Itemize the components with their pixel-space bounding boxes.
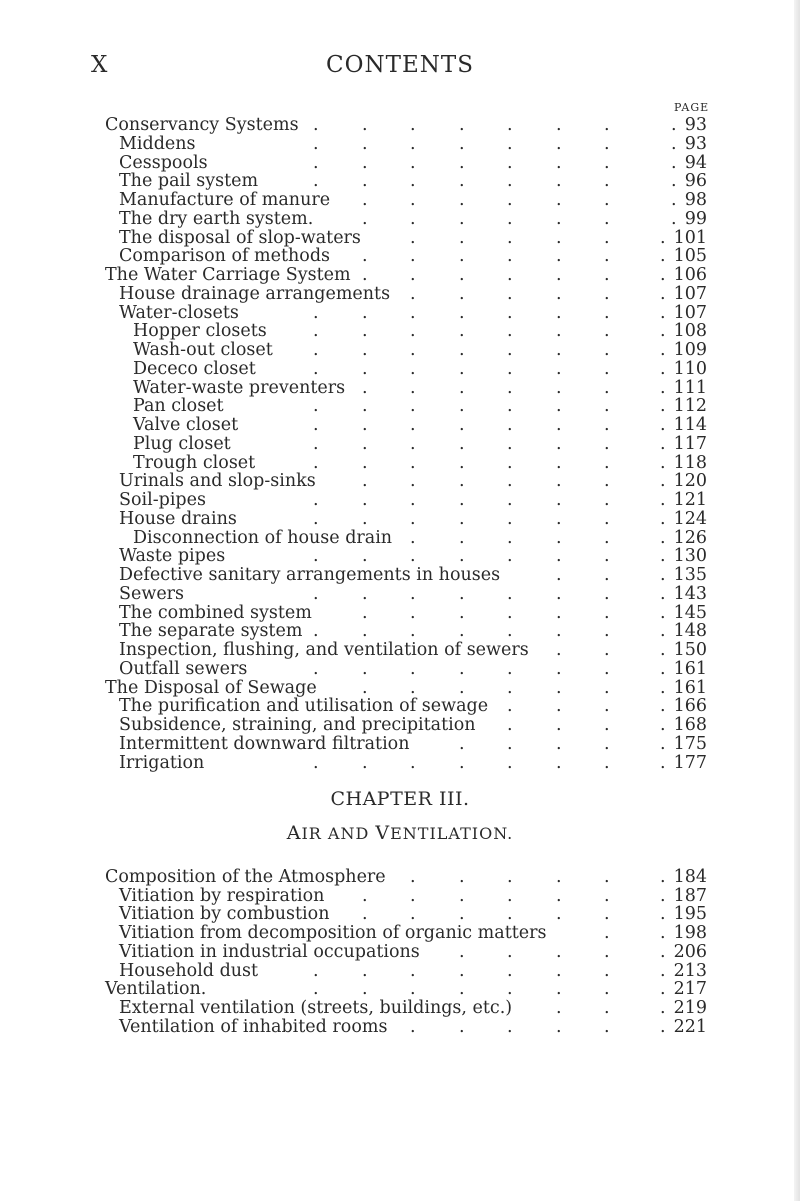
leader-dots: . . . . . . . . xyxy=(313,658,666,679)
toc-entry-title: Ventilation of inhabited rooms xyxy=(119,1016,388,1037)
toc-entry-title: Vitiation by combustion xyxy=(119,904,330,925)
toc-entry-page: 117 xyxy=(673,433,707,454)
toc-entry-title: Intermittent downward filtration xyxy=(119,733,410,754)
leader-dots: . . . . xyxy=(507,696,666,717)
toc-entry-page: 213 xyxy=(673,960,707,981)
leader-dots: . . . . . . . . xyxy=(313,396,666,417)
toc-entry-page: 166 xyxy=(673,696,707,717)
toc-entry-page: 217 xyxy=(673,979,707,1000)
toc-entry-title: Middens xyxy=(119,133,196,154)
leader-dots: . . . . . . xyxy=(410,1016,666,1037)
toc-entry-page: 106 xyxy=(673,265,707,285)
leader-dots: . . . . . . . xyxy=(362,377,666,398)
leader-dots: . . . . . . . xyxy=(362,208,677,229)
leader-dots: . . . . . . . . xyxy=(313,340,666,360)
toc-entry-title: Trough closet xyxy=(133,452,256,473)
toc-entry-title: House drains xyxy=(119,508,237,529)
leader-dots: . . . . . . . xyxy=(362,904,666,925)
toc-entry-page: 93 xyxy=(684,115,707,135)
toc-entry-title: Composition of the Atmosphere xyxy=(105,867,386,887)
toc-entry-title: Household dust xyxy=(119,960,259,981)
toc-entry-title: Subsidence, straining, and precipitation xyxy=(119,715,476,735)
toc-entry-title: The disposal of slop-waters xyxy=(119,227,361,248)
page-header xyxy=(0,52,800,92)
toc-entry-title: Water-waste preventers xyxy=(133,377,346,398)
toc-entry-title: Waste pipes xyxy=(119,546,226,567)
leader-dots: . . . . . . . . xyxy=(313,752,666,773)
toc-entry-page: 175 xyxy=(673,733,707,754)
leader-dots: . . . . . . . . xyxy=(313,302,666,323)
leader-dots: . . . . xyxy=(507,715,666,735)
toc-entry-page: 168 xyxy=(673,715,707,735)
leader-dots: . . . . . . . . xyxy=(313,321,666,342)
toc-entry-page: 124 xyxy=(673,508,707,529)
toc-entry-title: Ventilation. xyxy=(105,979,207,1000)
leader-dots: . . . xyxy=(556,565,666,585)
leader-dots: . . . . . . . xyxy=(362,471,666,492)
toc-entry-title: Wash-out closet xyxy=(133,340,273,360)
leader-dots: . . . . . . xyxy=(410,283,666,304)
leader-dots: . . . . . . . . xyxy=(313,452,666,473)
toc-entry-page: 126 xyxy=(673,527,707,548)
leader-dots: . . . . . . . . xyxy=(313,152,677,173)
toc-entry-page: 112 xyxy=(673,396,707,417)
toc-entry-page: 94 xyxy=(684,152,707,173)
toc-entry-title: Plug closet xyxy=(133,433,231,454)
toc-entry-title: Comparison of methods xyxy=(119,246,331,267)
toc-entry-page: 148 xyxy=(673,621,707,642)
toc-entry-title: Conservancy Systems xyxy=(105,115,299,135)
toc-entry-title: Defective sanitary arrangements in houses xyxy=(119,565,501,585)
toc-entry-page: 135 xyxy=(673,565,707,585)
toc-entry-page: 108 xyxy=(673,321,707,342)
leader-dots: . . . . . . . xyxy=(362,602,666,623)
leader-dots: . . . . . . . . xyxy=(313,358,666,379)
toc-entry-title: The dry earth system. xyxy=(119,208,314,229)
leader-dots: . . . . . . . . xyxy=(313,415,666,435)
toc-entry-title: Manufacture of manure xyxy=(119,190,331,210)
toc-entry-page: 111 xyxy=(673,377,707,398)
toc-entry-title: Cesspools xyxy=(119,152,208,173)
leader-dots: . . . . . . . xyxy=(362,190,677,210)
toc-entry-page: 143 xyxy=(673,583,707,604)
page-column-label: PAGE xyxy=(674,101,710,114)
leader-dots: . . . . . . . . xyxy=(313,508,666,529)
leader-dots: . . . . . xyxy=(459,941,666,962)
toc-entry xyxy=(0,1016,800,1038)
toc-entry-title: Sewers xyxy=(119,583,185,604)
toc-entry-page: 114 xyxy=(673,415,707,435)
leader-dots: . . . . . . . . xyxy=(313,583,666,604)
leader-dots: . . . . . . . . xyxy=(313,171,677,192)
toc-entry-title: Hopper closets xyxy=(133,321,267,342)
leader-dots: . . . xyxy=(556,997,666,1018)
toc-entry-page: 105 xyxy=(673,246,707,267)
leader-dots: . . . . . . . . xyxy=(313,490,666,510)
leader-dots: . . . . . . . . xyxy=(313,621,666,642)
toc-entry-page: 221 xyxy=(673,1016,707,1037)
chapter-title: AIR AND VENTILATION. xyxy=(286,822,514,844)
toc-entry-title: External ventilation (streets, buildings, etc.) xyxy=(119,997,513,1018)
toc-entry-page: 109 xyxy=(673,340,707,360)
toc-entry-title: The pail system xyxy=(119,171,259,192)
toc-entry-title: Irrigation xyxy=(119,752,205,773)
leader-dots: . . . . . . . . xyxy=(313,979,666,1000)
toc-entry-page: 184 xyxy=(673,867,707,887)
toc-entry-page: 107 xyxy=(673,302,707,323)
toc-entry xyxy=(0,752,800,774)
toc-entry-title: Water-closets xyxy=(119,302,239,323)
toc-entry-title: Inspection, flushing, and ventilation of sewers xyxy=(119,640,529,660)
toc-entry-title: The Water Carriage System xyxy=(105,265,351,285)
toc-entry-title: House drainage arrangements xyxy=(119,283,391,304)
toc-entry-page: 121 xyxy=(673,490,707,510)
leader-dots: . . xyxy=(604,923,666,944)
toc-entry-page: 98 xyxy=(684,190,707,210)
leader-dots: . . . . . . xyxy=(410,227,666,248)
toc-entry-title: Valve closet xyxy=(133,415,239,435)
toc-entry-page: 145 xyxy=(673,602,707,623)
leader-dots: . . . . . . . xyxy=(362,265,666,285)
leader-dots: . . . . . . xyxy=(410,867,666,887)
leader-dots: . . . xyxy=(556,640,666,660)
toc-entry-page: 219 xyxy=(673,997,707,1018)
toc-entry-title: Disconnection of house drain xyxy=(133,527,393,548)
toc-entry-page: 195 xyxy=(673,904,707,925)
toc-entry-page: 107 xyxy=(673,283,707,304)
toc-entry-title: The separate system xyxy=(119,621,303,642)
leader-dots: . . . . . . . . xyxy=(313,960,666,981)
toc-entry-title: Vitiation by respiration xyxy=(119,885,325,906)
page-title: CONTENTS xyxy=(326,52,474,78)
toc-entry-page: 150 xyxy=(673,640,707,660)
toc-entry-title: Vitiation in industrial occupations xyxy=(119,941,420,962)
toc-entry-page: 101 xyxy=(673,227,707,248)
toc-entry-title: Dececo closet xyxy=(133,358,256,379)
toc-entry-page: 93 xyxy=(684,133,707,154)
toc-entry-page: 120 xyxy=(673,471,707,492)
toc-entry-title: The purification and utilisation of sewage xyxy=(119,696,489,717)
leader-dots: . . . . . . . . xyxy=(313,115,677,135)
leader-dots: . . . . . . . xyxy=(362,885,666,906)
leader-dots: . . . . . . . xyxy=(362,677,666,698)
toc-entry-page: 96 xyxy=(684,171,707,192)
toc-entry-page: 187 xyxy=(673,885,707,906)
toc-entry-page: 118 xyxy=(673,452,707,473)
toc-entry-page: 206 xyxy=(673,941,707,962)
page-edge xyxy=(794,0,800,1201)
toc-entry-page: 177 xyxy=(673,752,707,773)
toc-entry-title: The combined system xyxy=(119,602,312,623)
leader-dots: . . . . . xyxy=(459,733,666,754)
leader-dots: . . . . . . xyxy=(410,527,666,548)
page-number-roman: X xyxy=(91,52,108,78)
leader-dots: . . . . . . . . xyxy=(313,433,666,454)
toc-entry-title: Soil-pipes xyxy=(119,490,206,510)
toc-entry-page: 198 xyxy=(673,923,707,944)
toc-entry-title: Vitiation from decomposition of organic matters xyxy=(119,923,547,944)
chapter-heading: CHAPTER III. xyxy=(330,788,470,810)
toc-entry-title: Outfall sewers xyxy=(119,658,248,679)
toc-entry-page: 161 xyxy=(673,677,707,698)
leader-dots: . . . . . . . . xyxy=(313,546,666,567)
toc-entry-page: 99 xyxy=(684,208,707,229)
toc-entry-title: Pan closet xyxy=(133,396,224,417)
leader-dots: . . . . . . . xyxy=(362,246,666,267)
leader-dots: . . . . . . . . xyxy=(313,133,677,154)
toc-entry-page: 161 xyxy=(673,658,707,679)
toc-entry-title: The Disposal of Sewage xyxy=(105,677,317,698)
toc-entry-title: Urinals and slop-sinks xyxy=(119,471,316,492)
toc-entry-page: 110 xyxy=(673,358,707,379)
toc-entry-page: 130 xyxy=(673,546,707,567)
